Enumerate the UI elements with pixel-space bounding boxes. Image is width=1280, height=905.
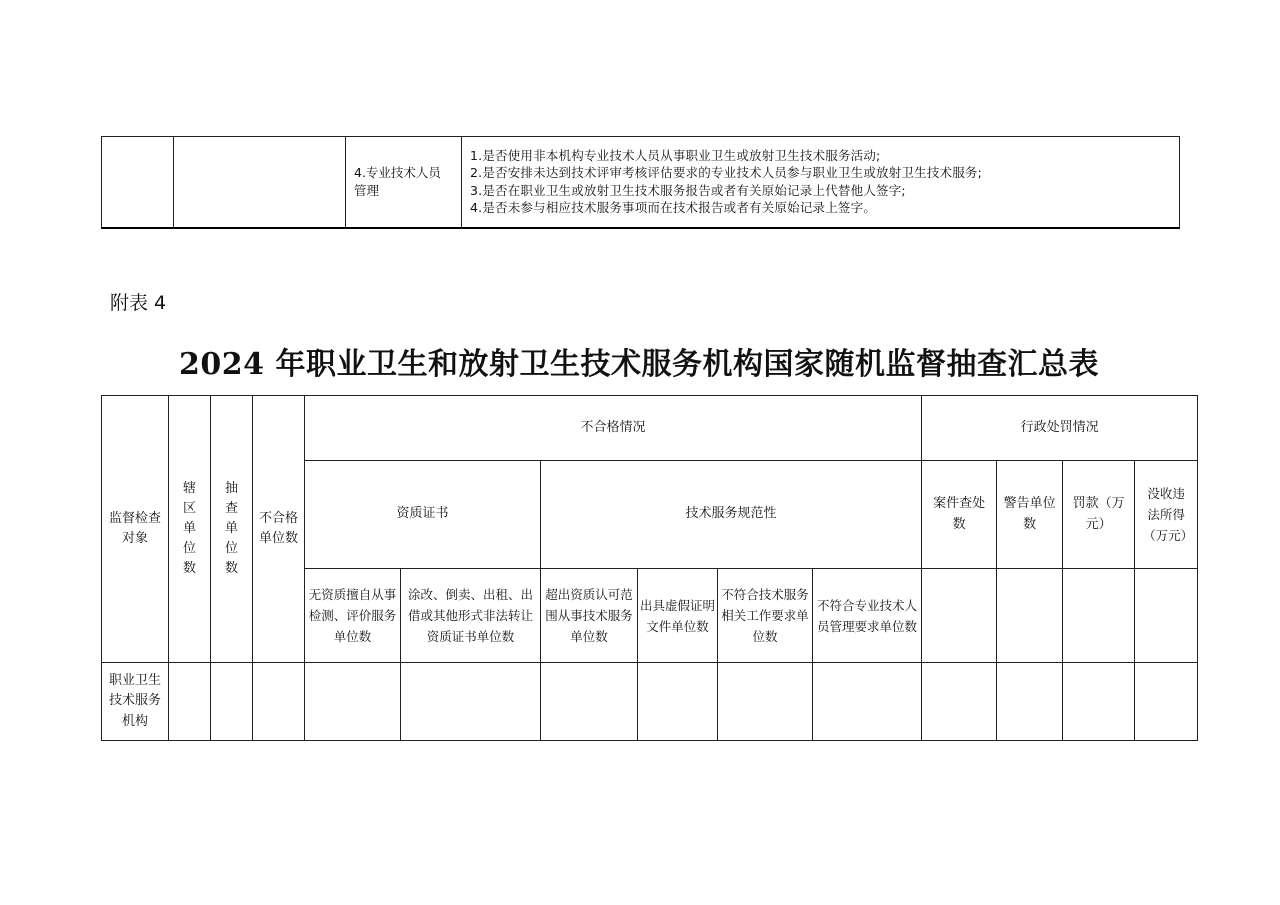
list-item: 4.是否未参与相应技术服务事项而在技术报告或者有关原始记录上签字。	[470, 200, 877, 216]
empty-cell	[922, 569, 997, 663]
header-no-qualification: 无资质擅自从事检测、评价服务单位数	[305, 569, 401, 663]
header-beyond-scope: 超出资质认可范围从事技术服务单位数	[541, 569, 638, 663]
empty-cell	[997, 569, 1063, 663]
page-title: 2024 年职业卫生和放射卫生技术服务机构国家随机监督抽查汇总表	[179, 347, 1099, 382]
header-confiscation: 没收违法所得（万元）	[1135, 461, 1198, 569]
empty-cell	[174, 137, 346, 228]
header-subject: 监督检查对象	[102, 396, 169, 663]
continuation-table	[101, 136, 1180, 229]
header-fines: 罚款（万元）	[1063, 461, 1135, 569]
data-cell	[211, 663, 253, 741]
header-qualification: 资质证书	[305, 461, 541, 569]
header-row-1	[102, 396, 1198, 461]
appendix-label: 附表 4	[110, 292, 167, 314]
header-unqualified: 不合格单位数	[253, 396, 305, 663]
summary-table	[101, 395, 1198, 741]
data-cell	[718, 663, 813, 741]
data-cell	[813, 663, 922, 741]
header-work-requirements: 不符合技术服务相关工作要求单位数	[718, 569, 813, 663]
items-cell	[462, 137, 1180, 228]
list-item: 2.是否安排未达到技术评审考核评估要求的专业技术人员参与职业卫生或放射卫生技术服务;	[470, 165, 983, 181]
header-illegal-transfer: 涂改、倒卖、出租、出借或其他形式非法转让资质证书单位数	[401, 569, 541, 663]
header-jurisdiction: 辖区单位数	[169, 396, 211, 663]
row-subject: 职业卫生技术服务机构	[102, 663, 169, 741]
data-cell	[541, 663, 638, 741]
data-cell	[1135, 663, 1198, 741]
header-warnings: 警告单位数	[997, 461, 1063, 569]
list-item: 1.是否使用非本机构专业技术人员从事职业卫生或放射卫生技术服务活动;	[470, 147, 881, 163]
header-standard: 技术服务规范性	[541, 461, 922, 569]
data-cell	[305, 663, 401, 741]
header-sampled: 抽查单位数	[211, 396, 253, 663]
header-staff-management: 不符合专业技术人员管理要求单位数	[813, 569, 922, 663]
table-row	[102, 137, 1180, 228]
header-cases: 案件查处数	[922, 461, 997, 569]
empty-cell	[102, 137, 174, 228]
empty-cell	[1063, 569, 1135, 663]
list-item: 3.是否在职业卫生或放射卫生技术服务报告或者有关原始记录上代替他人签字;	[470, 182, 906, 198]
header-unqualified-group: 不合格情况	[305, 396, 922, 461]
data-cell	[253, 663, 305, 741]
category-cell: 4.专业技术人员管理	[346, 137, 462, 228]
data-cell	[1063, 663, 1135, 741]
data-cell	[638, 663, 718, 741]
data-cell	[997, 663, 1063, 741]
data-cell	[922, 663, 997, 741]
header-false-documents: 出具虚假证明文件单位数	[638, 569, 718, 663]
data-cell	[401, 663, 541, 741]
header-penalty-group: 行政处罚情况	[922, 396, 1198, 461]
data-cell	[169, 663, 211, 741]
table-row	[102, 663, 1198, 741]
empty-cell	[1135, 569, 1198, 663]
